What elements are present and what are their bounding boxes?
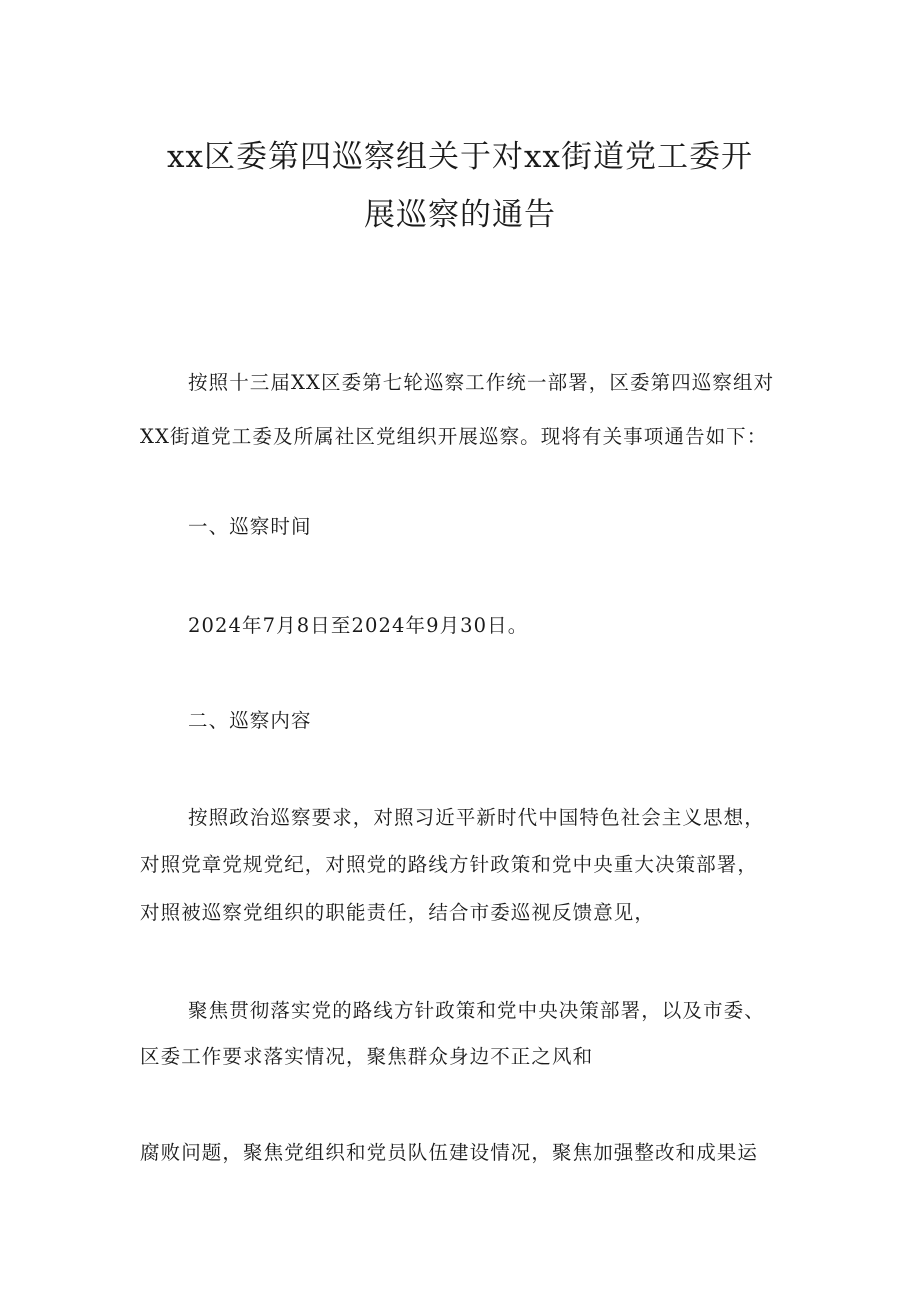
title-line-2: 展巡察的通告 bbox=[364, 197, 556, 233]
section-2-heading: 二、巡察内容 bbox=[188, 709, 312, 732]
section-1-heading: 一、巡察时间 bbox=[188, 515, 312, 538]
content-paragraph-line-2: 对照党章党规党纪，对照党的路线方针政策和党中央重大决策部署， bbox=[140, 853, 759, 876]
section-1-text: 2024年7月8日至2024年9月30日。 bbox=[188, 614, 529, 637]
focus-paragraph-line-1: 聚焦贯彻落实党的路线方针政策和党中央决策部署，以及市委、 bbox=[188, 999, 765, 1022]
focus-paragraph-line-2: 区委工作要求落实情况，聚焦群众身边不正之风和 bbox=[140, 1045, 594, 1068]
intro-paragraph-line-1: 按照十三届XX区委第七轮巡察工作统一部署，区委第四巡察组对 bbox=[188, 371, 775, 394]
content-paragraph-line-1: 按照政治巡察要求，对照习近平新时代中国特色社会主义思想， bbox=[188, 806, 765, 829]
content-paragraph-line-3: 对照被巡察党组织的职能责任，结合市委巡视反馈意见， bbox=[140, 901, 656, 924]
document-title bbox=[140, 128, 780, 244]
title-line-1: xx区委第四巡察组关于对xx街道党工委开 bbox=[167, 139, 753, 175]
focus-paragraph-line-3: 腐败问题，聚焦党组织和党员队伍建设情况，聚焦加强整改和成果运 bbox=[140, 1141, 759, 1164]
intro-paragraph-line-2: XX街道党工委及所属社区党组织开展巡察。现将有关事项通告如下： bbox=[140, 425, 768, 448]
